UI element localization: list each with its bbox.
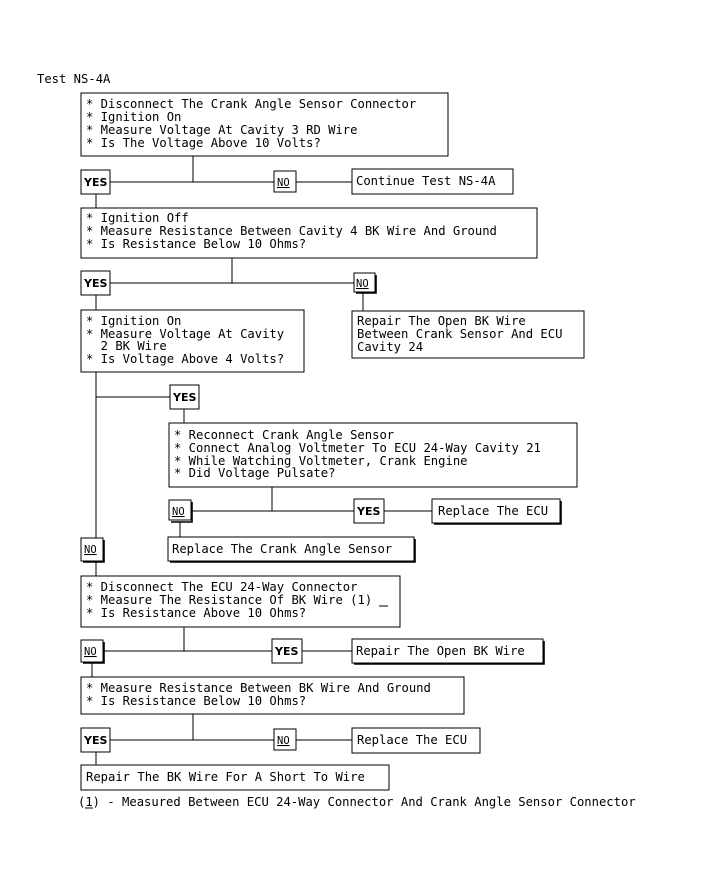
svg-text:Replace The ECU: Replace The ECU <box>438 504 549 518</box>
step-2-box <box>81 208 537 258</box>
yes-label-5 <box>272 639 302 663</box>
step-1-line-3: * Measure Voltage At Cavity 3 RD Wire <box>86 123 358 137</box>
step-5-line-3: * Is Resistance Above 10 Ohms? <box>86 606 307 620</box>
step-4-box <box>169 423 577 487</box>
yes-label-6 <box>81 728 110 752</box>
svg-text:Repair The BK Wire For A Short: Repair The BK Wire For A Short To Wire <box>86 770 365 784</box>
step-2-line-1: * Ignition Off <box>86 211 189 225</box>
no-label-6 <box>274 729 296 750</box>
svg-text:Replace The Crank Angle Sensor: Replace The Crank Angle Sensor <box>172 542 393 556</box>
repair-open-1-line-2: Between Crank Sensor And ECU <box>357 327 563 341</box>
replace-crank-sensor-box <box>168 537 415 562</box>
repair-open-1-line-3: Cavity 24 <box>357 340 424 354</box>
yes-label-2 <box>81 271 110 295</box>
yes-label-3 <box>170 385 199 409</box>
footnote-marker: (1) <box>78 795 101 809</box>
step-6-box <box>81 677 464 714</box>
step-4-line-4: * Did Voltage Pulsate? <box>174 466 336 480</box>
test-title: Test NS-4A <box>37 72 111 86</box>
svg-text:NO: NO <box>172 506 185 518</box>
no-label-2 <box>354 273 376 293</box>
svg-text:YES: YES <box>357 505 381 518</box>
step-3-line-1: * Ignition On <box>86 314 182 328</box>
no-label-4 <box>169 500 192 522</box>
footnote-text <box>78 795 636 809</box>
step-6-line-2: * Is Resistance Below 10 Ohms? <box>86 694 307 708</box>
step-4-line-3: * While Watching Voltmeter, Crank Engine <box>174 454 468 468</box>
step-4-line-2: * Connect Analog Voltmeter To ECU 24-Way Cavity 21 <box>174 441 541 455</box>
svg-text:Continue Test NS-4A: Continue Test NS-4A <box>356 174 496 188</box>
step-1-line-4: * Is The Voltage Above 10 Volts? <box>86 136 321 150</box>
step-3-line-3: 2 BK Wire <box>86 339 167 353</box>
svg-text:YES: YES <box>84 734 108 747</box>
step-2-line-2: * Measure Resistance Between Cavity 4 BK Wire And Ground <box>86 224 497 238</box>
continue-test-box <box>352 169 513 194</box>
step-2-line-3: * Is Resistance Below 10 Ohms? <box>86 237 307 251</box>
svg-text:NO: NO <box>356 278 369 290</box>
step-5-line-2: * Measure The Resistance Of BK Wire (1) <box>86 593 373 607</box>
step-5-box <box>81 576 400 627</box>
no-label-5 <box>81 640 104 663</box>
step-3-line-2: * Measure Voltage At Cavity <box>86 327 285 341</box>
svg-text:YES: YES <box>84 277 108 290</box>
svg-text:NO: NO <box>277 177 290 189</box>
svg-text:Repair The Open BK Wire: Repair The Open BK Wire <box>356 644 525 658</box>
svg-text:YES: YES <box>84 176 108 189</box>
yes-label-1 <box>81 170 110 194</box>
svg-text:NO: NO <box>277 735 290 747</box>
svg-text:Replace The ECU: Replace The ECU <box>357 733 468 747</box>
step-4-line-1: * Reconnect Crank Angle Sensor <box>174 428 395 442</box>
replace-ecu-box-2 <box>352 728 480 753</box>
svg-text:YES: YES <box>173 391 197 404</box>
replace-ecu-box-1 <box>432 499 561 524</box>
step-6-line-1: * Measure Resistance Between BK Wire And Ground <box>86 681 431 695</box>
no-label-3 <box>81 538 104 562</box>
step-1-line-2: * Ignition On <box>86 110 182 124</box>
footnote <box>78 795 636 809</box>
svg-text:NO: NO <box>84 544 97 556</box>
svg-text:NO: NO <box>84 646 97 658</box>
step-3-box <box>81 310 304 372</box>
step-5-line-1: * Disconnect The ECU 24-Way Connector <box>86 580 358 594</box>
step-1-box <box>81 93 448 156</box>
step-1-line-1: * Disconnect The Crank Angle Sensor Connector <box>86 97 417 111</box>
yes-label-4 <box>354 499 384 523</box>
no-label-1 <box>274 171 296 192</box>
step-3-line-4: * Is Voltage Above 4 Volts? <box>86 352 285 366</box>
svg-text:YES: YES <box>275 645 299 658</box>
repair-open-1-line-1: Repair The Open BK Wire <box>357 314 526 328</box>
repair-open-bk-wire-box-1 <box>352 311 584 358</box>
repair-open-bk-wire-box-2 <box>352 639 544 664</box>
footnote-body: - Measured Between ECU 24-Way Connector And Crank Angle Sensor Connector <box>100 795 636 809</box>
repair-short-box <box>81 765 389 790</box>
